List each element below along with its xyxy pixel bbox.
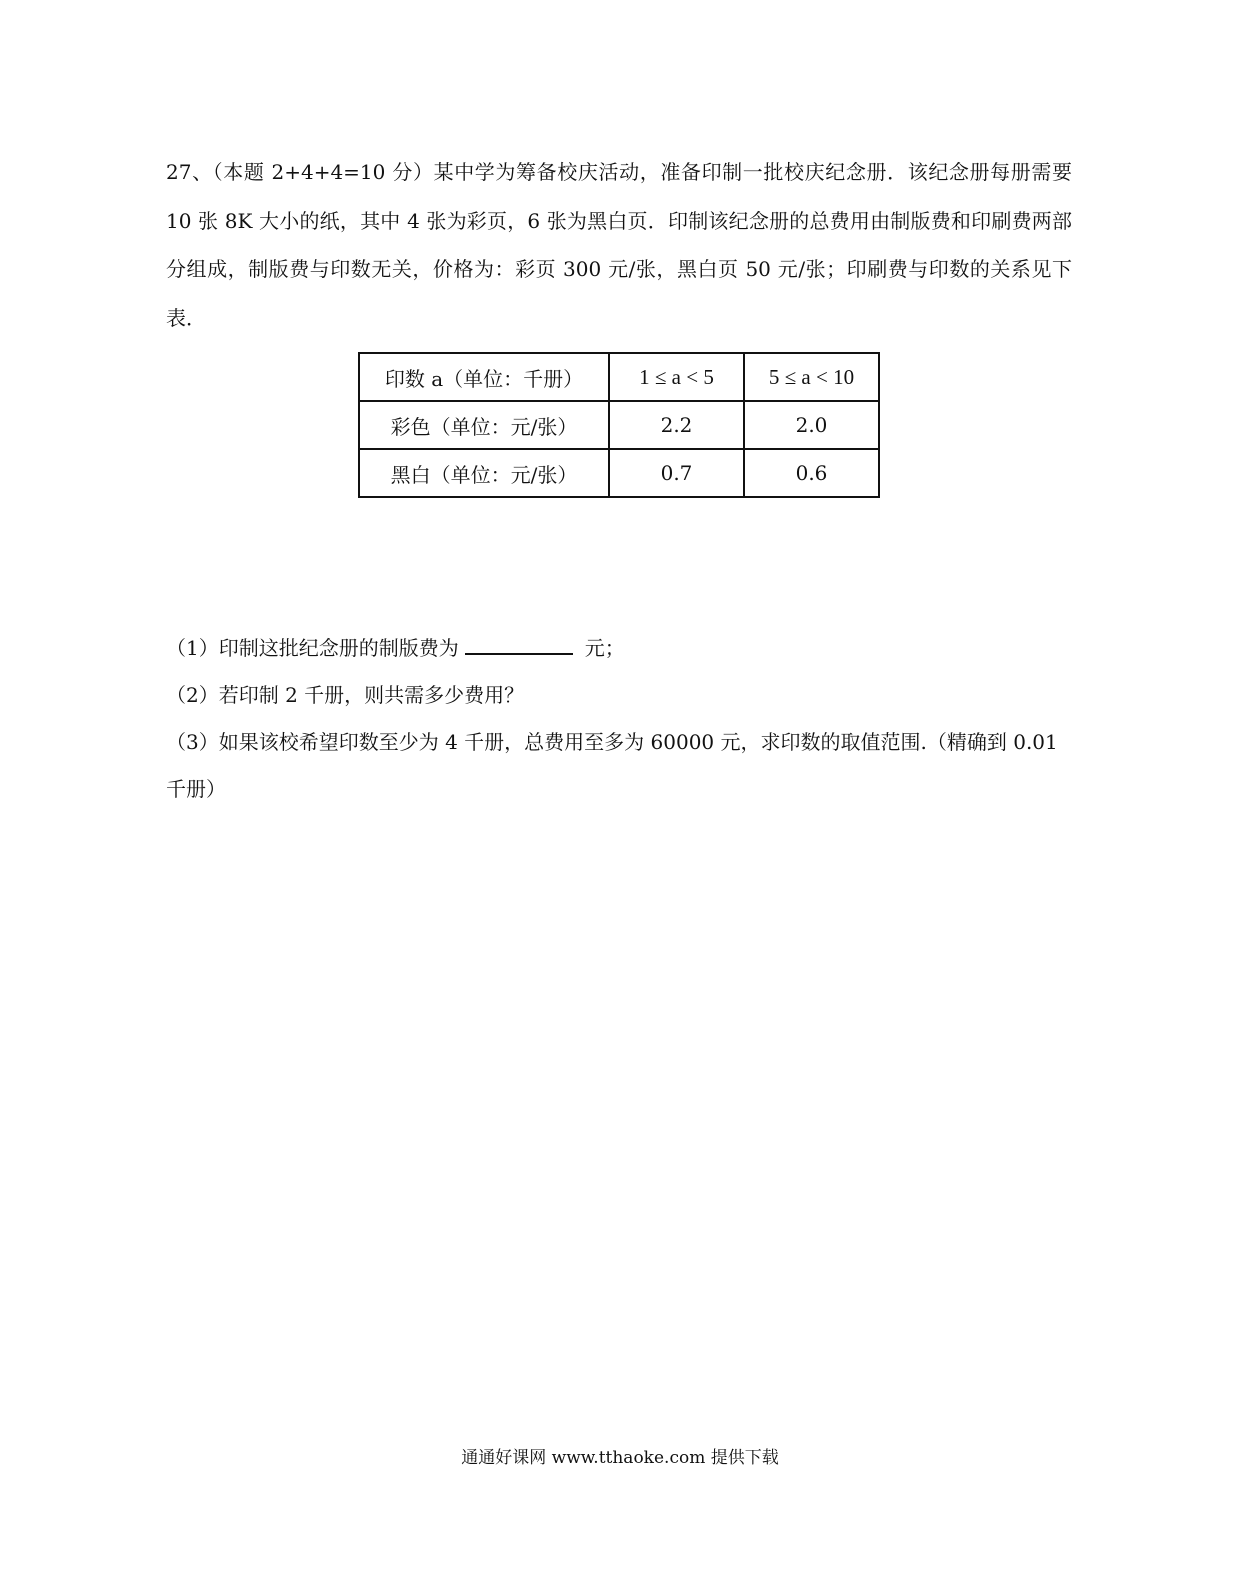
question-1 (166, 625, 1072, 672)
problem-intro: 27、（本题 2+4+4=10 分）某中学为筹备校庆活动，准备印制一批校庆纪念册．该纪念册每册需要 10 张 8K 大小的纸，其中 4 张为彩页，6 张为黑白页．印制该纪念册的总费用由制版费和印刷费两部分组成，制版费与印数无关，价格为：彩页 300 元/张，黑白页 50 元/张；印刷费与印数的关系见下表． (166, 160, 1072, 330)
table-header-label: 印数 a（单位：千册） (359, 353, 609, 401)
questions (166, 625, 1072, 813)
table-header-row (359, 353, 879, 401)
page-footer: 通通好课网 www.tthaoke.com 提供下载 (461, 1448, 779, 1468)
table-cell: 2.2 (609, 401, 744, 449)
question-1-suffix: 元； (584, 636, 625, 660)
question-1-prefix: （1）印制这批纪念册的制版费为 (166, 636, 459, 660)
table-cell: 2.0 (744, 401, 879, 449)
table-cell: 0.7 (609, 449, 744, 497)
printing-price-table (358, 352, 880, 498)
table-row (359, 449, 879, 497)
question-2: （2）若印制 2 千册，则共需多少费用？ (166, 683, 525, 707)
problem-statement (166, 148, 1072, 342)
table-row-label: 彩色（单位：元/张） (359, 401, 609, 449)
table-cell: 0.6 (744, 449, 879, 497)
table-header-range1: 1 ≤ a < 5 (609, 353, 744, 401)
table-header-range2: 5 ≤ a < 10 (744, 353, 879, 401)
table-row-label: 黑白（单位：元/张） (359, 449, 609, 497)
answer-blank (465, 637, 573, 655)
table-row (359, 401, 879, 449)
question-3: （3）如果该校希望印数至少为 4 千册，总费用至多为 60000 元，求印数的取值范围.（精确到 0.01 千册） (166, 730, 1058, 801)
